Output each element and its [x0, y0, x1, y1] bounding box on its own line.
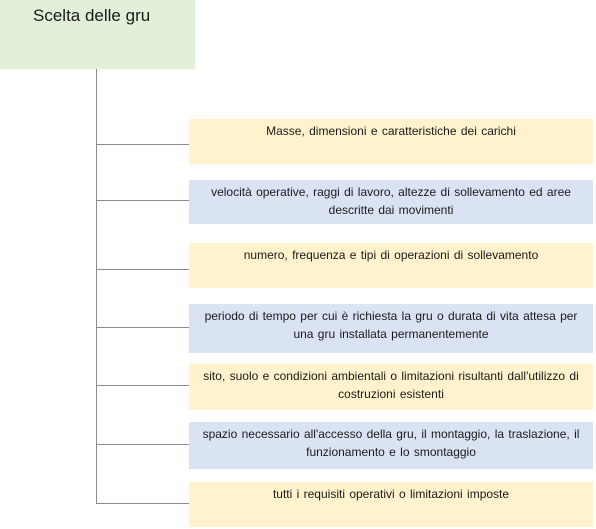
item-node-velocita — [189, 180, 593, 224]
connector-branch — [96, 200, 189, 201]
connector-branch — [96, 327, 189, 328]
connector-branch — [96, 385, 189, 386]
item-label: numero, frequenza e tipi di operazioni di sollevamento — [243, 248, 539, 262]
connector-branch — [96, 269, 189, 270]
item-label: velocità operative, raggi di lavoro, altezze di sollevamento ed aree descritte dai movimenti — [211, 185, 571, 217]
item-label: tutti i requisiti operativi o limitazioni imposte — [272, 487, 510, 501]
connector-branch — [96, 444, 189, 445]
item-node-sito — [189, 364, 593, 410]
item-label: periodo di tempo per cui è richiesta la gru o durata di vita attesa per una gru installata permanentemente — [204, 309, 578, 341]
item-node-periodo — [189, 304, 593, 353]
item-node-numero — [189, 243, 593, 288]
item-label: Masse, dimensioni e caratteristiche dei carichi — [266, 124, 516, 138]
item-node-spazio — [189, 422, 593, 469]
connector-trunk — [96, 69, 97, 503]
item-node-requisiti — [189, 482, 593, 527]
connector-branch — [96, 144, 189, 145]
item-label: spazio necessario all'accesso della gru, il montaggio, la traslazione, il funzionamento e lo smontaggio — [202, 427, 580, 459]
connector-branch — [96, 503, 189, 504]
item-label: sito, suolo e condizioni ambientali o limitazioni risultanti dall'utilizzo di costruzioni esistenti — [203, 369, 579, 401]
root-node — [0, 0, 195, 69]
root-title: Scelta delle gru — [33, 6, 151, 25]
item-node-masse — [189, 119, 593, 164]
